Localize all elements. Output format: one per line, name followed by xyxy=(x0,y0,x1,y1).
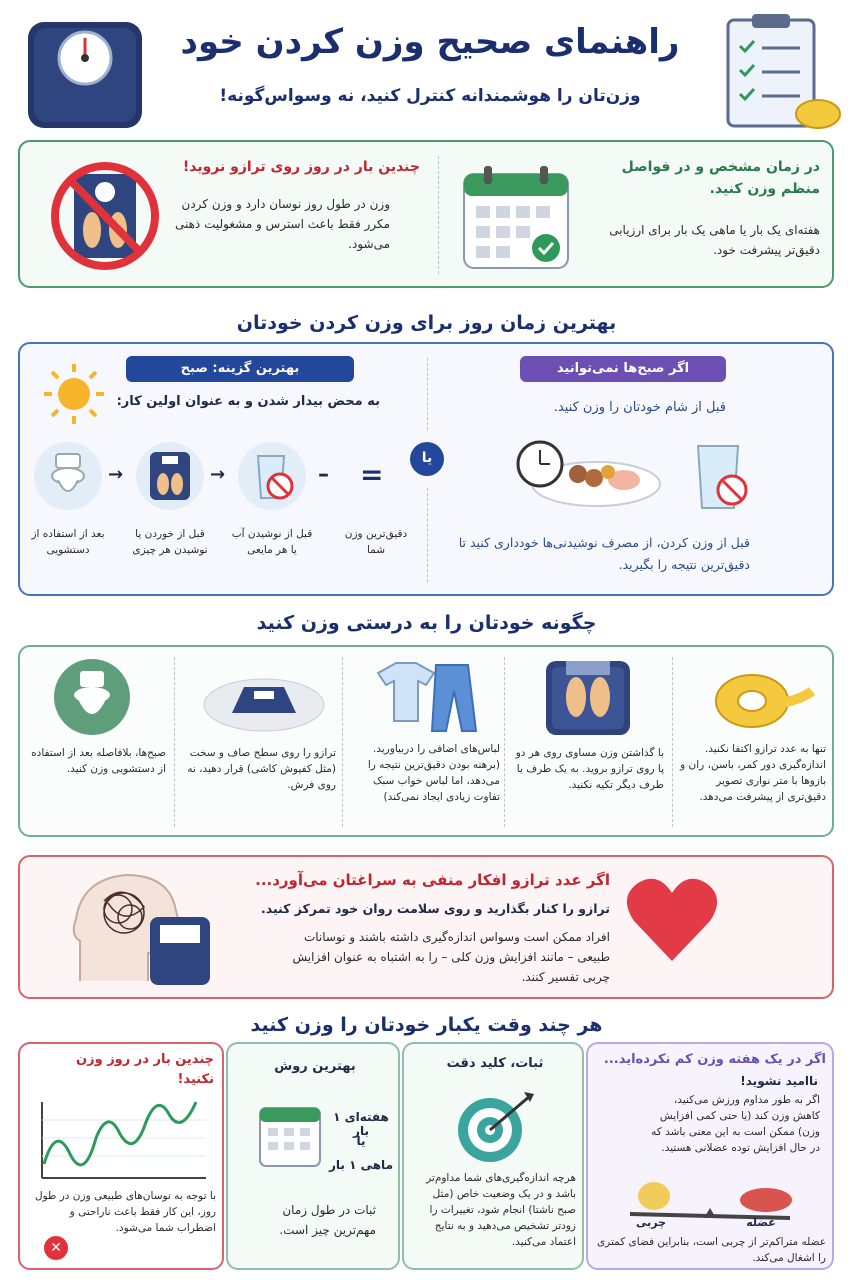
col1-foot: عضله متراکم‌تر از چربی است، بنابراین فضای کمتری را اشغال می‌کند. xyxy=(596,1236,826,1264)
frequency-section-title: هر چند وقت یکبار خودتان را وزن کنید xyxy=(250,1014,603,1036)
mental-title: اگر عدد ترازو افکار منفی به سراغتان می‌آورد... xyxy=(255,871,610,889)
heart-icon xyxy=(624,871,720,967)
bathroom-scale-icon xyxy=(24,18,146,132)
evening-note: قبل از وزن کردن، از مصرف نوشیدنی‌ها خودداری کنید تا دقیق‌ترین نتیجه را بگیرید. xyxy=(458,535,750,572)
or-badge: یا xyxy=(410,442,444,476)
scale-on-tiles-icon xyxy=(202,669,326,733)
toilet-circle xyxy=(54,659,130,735)
schedule-body: هفته‌ای یک بار یا ماهی یک بار برای ارزیابی دقیق‌تر پیشرفت خود. xyxy=(609,223,820,257)
step-label: قبل از نوشیدن آب یا هر مایعی xyxy=(231,528,313,556)
schedule-title: در زمان مشخص و در فواصل منظم وزن کنید. xyxy=(621,159,820,197)
muscle-label: عضله xyxy=(746,1216,776,1229)
page-subtitle: وزن‌تان را هوشمندانه کنترل کنید، نه وسواس‌گونه! xyxy=(219,86,641,106)
tip-text: تنها به عدد ترازو اکتفا نکنید. اندازه‌گیری دور کمر، باسن، ران و بازوها با متر نواری تصویر دقیق‌تری از پیشرفت می‌دهد. xyxy=(680,743,826,803)
col3-freq1: هفته‌ای ۱ بار xyxy=(333,1110,389,1138)
fluctuation-chart-icon xyxy=(34,1098,210,1184)
how-to-section-title: چگونه خودتان را به درستی وزن کنید xyxy=(256,612,597,634)
col4-title: چندین بار در روز وزن نکنید! xyxy=(76,1052,214,1087)
clothes-icon xyxy=(370,659,480,735)
frequency-col-best-method xyxy=(226,1042,400,1270)
scale-step-circle xyxy=(136,442,204,510)
tape-measure-icon xyxy=(710,667,816,731)
col2-title: ثبات، کلید دقت xyxy=(446,1056,544,1071)
tip-text: لباس‌های اضافی را دربیاورید. (برهنه بودن دقیق‌ترین نتیجه را می‌دهد، اما لباس خواب سبک تفاوت زیادی ایجاد نمی‌کند) xyxy=(367,743,500,803)
col2-body: هرچه اندازه‌گیری‌های شما مداوم‌تر باشد و در یک وضعیت خاص (مثل صبح ناشتا) انجام شود، تغییرات را زودتر تشخیص می‌دهید و به نتایج اعتماد می‌کنید. xyxy=(426,1172,576,1248)
mental-health-card xyxy=(18,855,834,999)
sun-icon xyxy=(42,362,106,426)
evening-text: قبل از شام خودتان را وزن کنید. xyxy=(553,400,726,415)
dash-icon: – xyxy=(318,462,329,487)
water-step-circle xyxy=(238,442,306,510)
mental-line2: افراد ممکن است وسواس اندازه‌گیری داشته باشند و نوسانات طبیعی – مانند افزایش وزن کلی – را به اشتباه به عنوان افزایش چربی تفسیر کنند. xyxy=(292,930,610,984)
toilet-step-circle xyxy=(34,442,102,510)
best-time-card xyxy=(18,342,834,596)
fat-label: چربی xyxy=(635,1216,667,1229)
cross-icon: ✕ xyxy=(44,1236,68,1260)
col1-body: اگر به طور مداوم ورزش می‌کنید، کاهش وزن کند (یا حتی کمی افزایش وزن) ممکن است به این معنی باشد که در حال افزایش توده عضلانی هستید. xyxy=(651,1094,820,1154)
dinner-plate-icon xyxy=(516,434,666,514)
no-water-icon xyxy=(692,440,752,514)
calendar-icon xyxy=(256,1100,324,1170)
head-stress-scale-icon xyxy=(60,871,220,989)
step-label: قبل از خوردن یا نوشیدن هر چیزی xyxy=(132,528,208,556)
no-daily-body: وزن در طول روز نوسان دارد و وزن کردن مکرر فقط باعث استرس و مشغولیت ذهنی می‌شود. xyxy=(174,197,390,251)
no-frequent-weighing-icon xyxy=(44,160,164,272)
step-label: بعد از استفاده از دستشویی xyxy=(31,528,105,556)
evening-pill: اگر صبح‌ها نمی‌توانید xyxy=(520,356,726,382)
target-icon xyxy=(452,1090,538,1166)
intro-card xyxy=(18,140,834,288)
result-label: دقیق‌ترین وزن شما xyxy=(344,528,408,556)
tip-text: ترازو را روی سطح صاف و سخت (مثل کفپوش کاشی) قرار دهید، نه روی فرش. xyxy=(187,747,336,791)
best-time-section-title: بهترین زمان روز برای وزن کردن خودتان xyxy=(236,312,617,334)
how-to-card xyxy=(18,645,834,837)
feet-on-scale-icon xyxy=(540,657,636,737)
toilet-icon xyxy=(34,442,102,510)
frequency-col-warning xyxy=(18,1042,224,1270)
col1-sub: ناامید نشوید! xyxy=(740,1074,818,1088)
col3-title: بهترین روش xyxy=(274,1059,356,1074)
page-title: راهنمای صحیح وزن کردن خود xyxy=(180,22,680,62)
no-water-icon xyxy=(238,442,306,510)
col3-body: ثبات در طول زمان مهم‌ترین چیز است. xyxy=(279,1203,376,1237)
arrow-icon: → xyxy=(210,464,226,485)
mental-line1: ترازو را کنار بگذارید و روی سلامت روان خود تمرکز کنید. xyxy=(260,901,610,916)
frequency-col-consistency xyxy=(402,1042,584,1270)
toilet-icon xyxy=(54,659,130,735)
calendar-check-icon xyxy=(460,164,574,272)
no-daily-title: چندین بار در روز روی ترازو نروید! xyxy=(182,159,420,175)
col3-freq2: ماهی ۱ بار xyxy=(328,1158,393,1172)
col3-or: یا xyxy=(356,1134,366,1148)
tip-text: صبح‌ها، بلافاصله بعد از استفاده از دستشویی وزن کنید. xyxy=(31,747,166,775)
col1-title: اگر در یک هفته وزن کم نکرده‌اید... xyxy=(603,1052,826,1067)
clipboard-checklist-icon xyxy=(720,14,842,132)
tip-text: با گذاشتن وزن مساوی روی هر دو پا روی ترازو بروید. به یک طرف یا طرف دیگر تکیه نکنید. xyxy=(515,747,664,791)
frequency-col-no-loss xyxy=(586,1042,834,1270)
morning-pill: بهترین گزینه: صبح xyxy=(126,356,354,382)
morning-intro: به محض بیدار شدن و به عنوان اولین کار: xyxy=(116,394,380,409)
equals-icon: = xyxy=(360,458,384,491)
col4-body: با توجه به نوسان‌های طبیعی وزن در طول روز، این کار فقط باعث ناراحتی و اضطراب شما می‌شود. xyxy=(34,1190,216,1234)
feet-on-scale-icon xyxy=(136,442,204,510)
arrow-icon: → xyxy=(108,464,124,485)
